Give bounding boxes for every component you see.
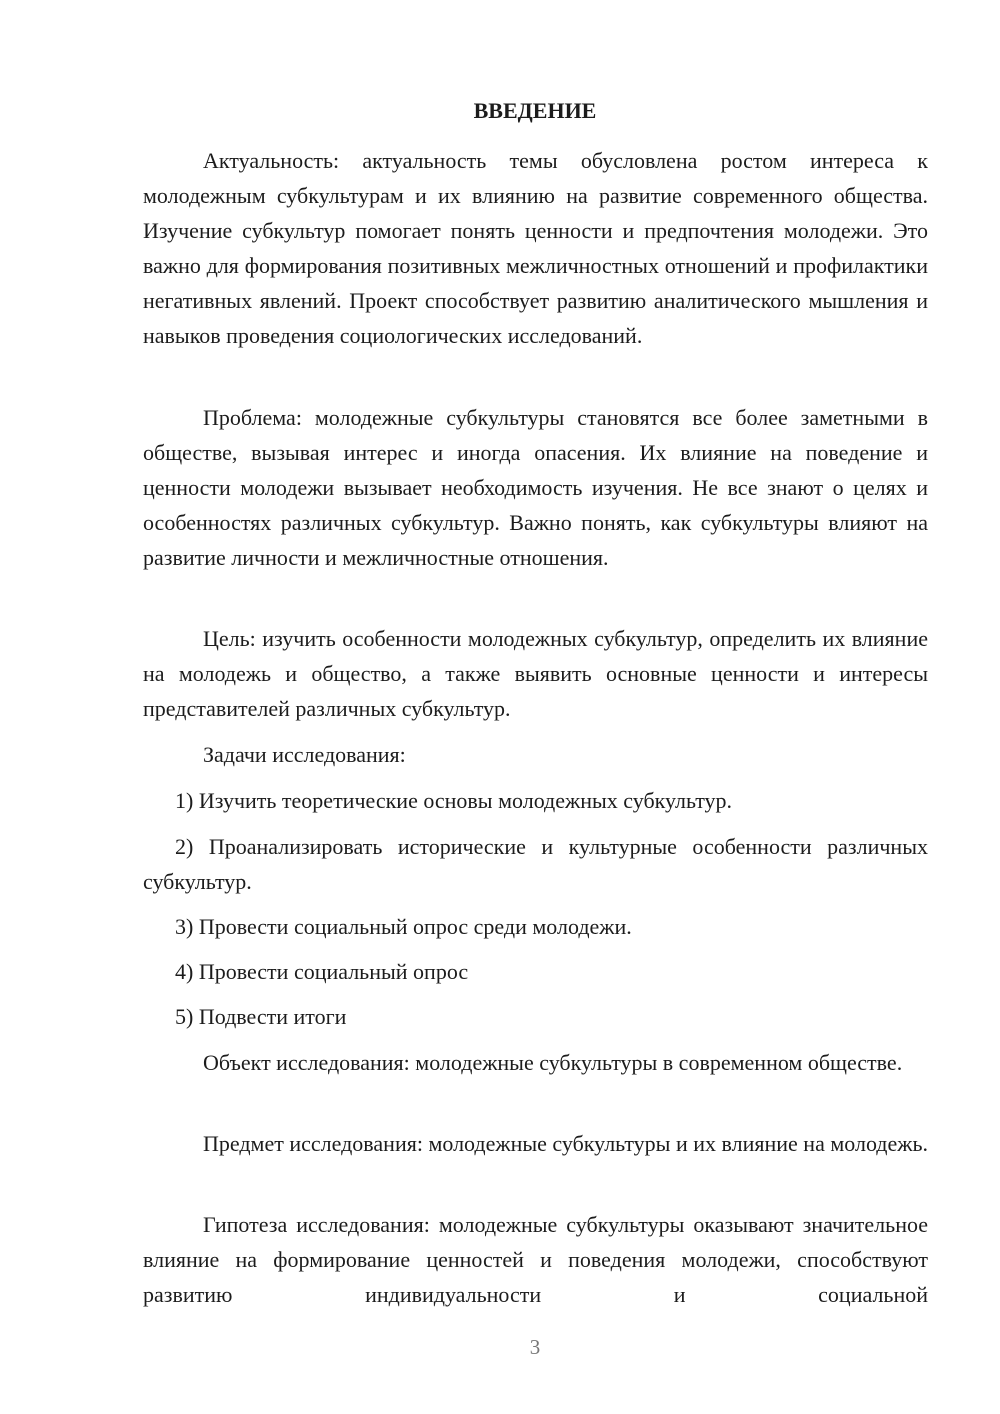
tasks-heading: Задачи исследования:	[203, 742, 406, 767]
object-paragraph: Объект исследования: молодежные субкультуры в современном обществе.	[203, 1050, 903, 1075]
task-item-1: 1) Изучить теоретические основы молодежных субкультур.	[175, 788, 733, 813]
subject-paragraph: Предмет исследования: молодежные субкультуры и их влияние на молодежь.	[203, 1131, 929, 1156]
task-item-4: 4) Провести социальный опрос	[175, 959, 469, 984]
hypothesis-paragraph: Гипотеза исследования: молодежные субкультуры оказывают значительное влияние на формирование ценностей и поведения молодежи, способствуют развитию индивидуальности и социальной	[143, 1212, 928, 1307]
goal-paragraph: Цель: изучить особенности молодежных субкультур, определить их влияние на молодежь и общество, а также выявить основные ценности и интересы представителей различных субкультур.	[143, 626, 928, 721]
task-item-2: 2) Проанализировать исторические и культурные особенности различных субкультур.	[143, 834, 928, 894]
page-title: ВВЕДЕНИЕ	[473, 98, 597, 123]
page-number: 3	[529, 1335, 541, 1359]
problem-paragraph: Проблема: молодежные субкультуры становятся все более заметными в обществе, вызывая интерес и иногда опасения. Их влияние на поведение и ценности молодежи вызывает необходимость изучения. Не все знают о целях и особенностях различных субкультур. Важно понять, как субкультуры влияют на развитие личности и межличностные отношения.	[143, 405, 928, 570]
task-item-3: 3) Провести социальный опрос среди молодежи.	[175, 914, 632, 939]
task-item-5: 5) Подвести итоги	[175, 1004, 347, 1029]
relevance-paragraph: Актуальность: актуальность темы обусловлена ростом интереса к молодежным субкультурам и их влиянию на развитие современного общества. Изучение субкультур помогает понять ценности и предпочтения молодежи. Это важно для формирования позитивных межличностных отношений и профилактики негативных явлений. Проект способствует развитию аналитического мышления и навыков проведения социологических исследований.	[143, 148, 928, 348]
